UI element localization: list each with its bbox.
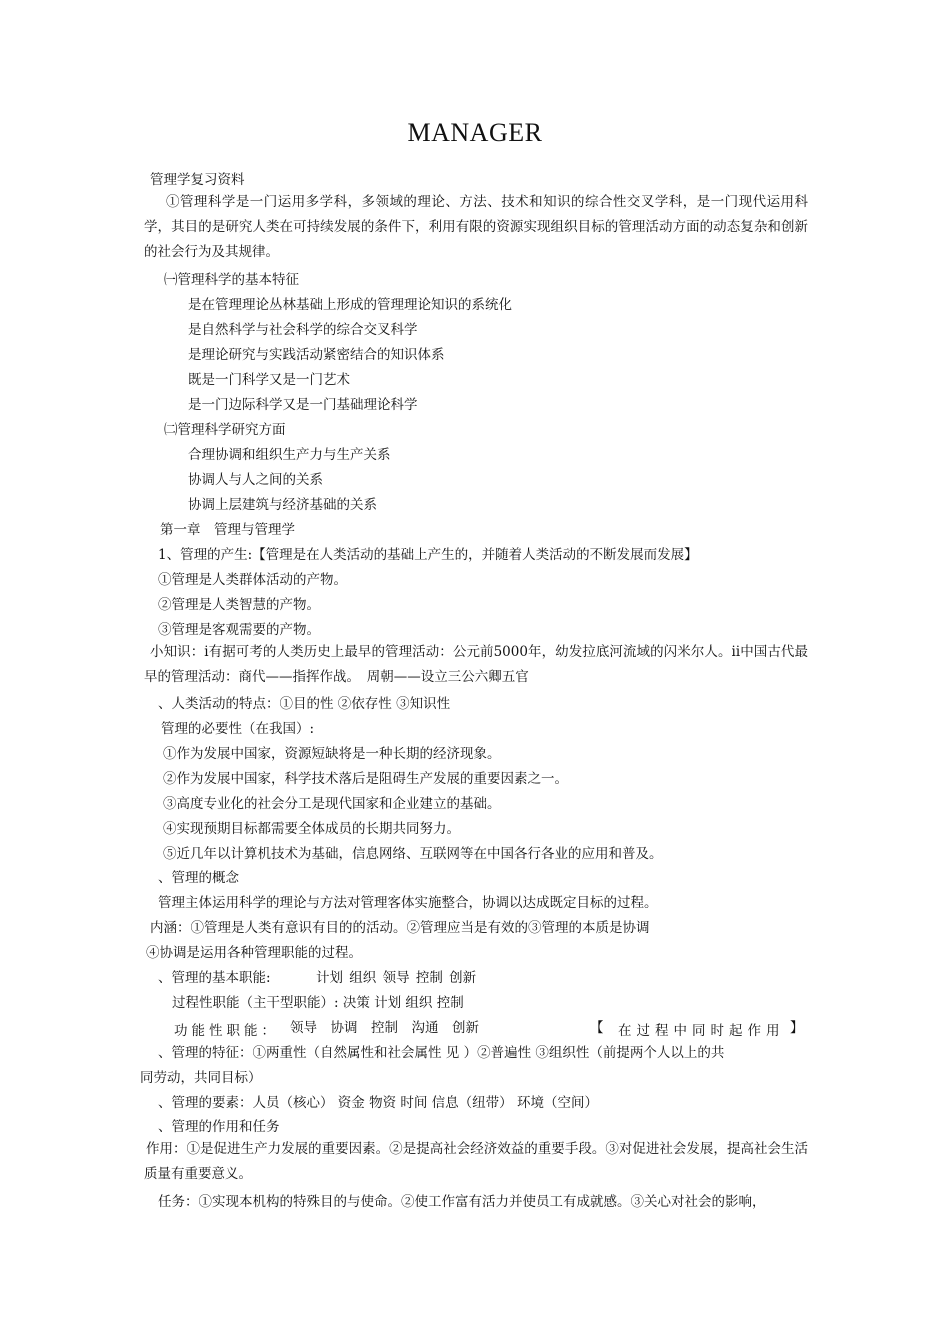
section-title: 、管理的基本职能:: [158, 970, 271, 986]
section-title: ㈡管理科学研究方面: [164, 422, 286, 438]
doc-heading: 管理学复习资料: [150, 172, 245, 188]
intro-paragraph: ①管理科学是一门运用多学科，多领域的理论、方法、技术和知识的综合性交叉学科，是一门现代运用科学，其目的是研究人类在可持续发展的条件下，利用有限的资源实现组织目标的管理活动方面的动态复杂和创新的社会行为及其规律。: [144, 194, 808, 260]
process-functions: 过程性职能（主干型职能）: 决策 计划 组织 控制: [172, 995, 464, 1011]
section-title: 1、管理的产生:【管理是在人类活动的基础上产生的，并随着人类活动的不断发展而发展】: [158, 547, 698, 563]
list-item: ③高度专业化的社会分工是现代国家和企业建立的基础。: [163, 796, 501, 812]
list-item: ③管理是客观需要的产物。: [158, 622, 320, 638]
list-item: ①管理是人类群体活动的产物。: [158, 572, 347, 588]
definition-text: 管理主体运用科学的理论与方法对管理客体实施整合，协调以达成既定目标的过程。: [158, 895, 658, 911]
traits-line: 同劳动，共同目标）: [140, 1070, 262, 1086]
list-item: ⑤近几年以计算机技术为基础，信息网络、互联网等在中国各行各业的应用和普及。: [163, 846, 663, 862]
list-item: 是一门边际科学又是一门基础理论科学: [188, 397, 418, 413]
tidbit-paragraph: 小知识：ⅰ有据可考的人类历史上最早的管理活动：公元前5000年，幼发拉底河流域的闪米尔人。ⅱ中国古代最早的管理活动：商代——指挥作战。 周朝——设立三公六卿五官: [144, 644, 808, 685]
traits-line: 、管理的特征：①两重性（自然属性和社会属性 见 ）②普遍性 ③组织性（前提两个人以上的共: [158, 1045, 725, 1061]
list-item: 是在管理理论丛林基础上形成的管理理论知识的系统化: [188, 297, 512, 313]
connotation-text: 内涵：①管理是人类有意识有目的的活动。②管理应当是有效的③管理的本质是协调: [150, 920, 650, 936]
list-item: 既是一门科学又是一门艺术: [188, 372, 350, 388]
effect-paragraph: 作用：①是促进生产力发展的重要因素。②是提高社会经济效益的重要手段。③对促进社会发展，提高社会生活质量有重要意义。: [144, 1141, 808, 1182]
section-title: 管理的必要性（在我国）:: [161, 721, 315, 737]
list-item: ②作为发展中国家，科学技术落后是阻碍生产发展的重要因素之一。: [163, 771, 568, 787]
chapter-heading: 第一章 管理与管理学: [160, 522, 295, 538]
functions-list: 计划 组织 领导 控制 创新: [316, 970, 477, 986]
connotation-text: ④协调是运用各种管理职能的过程。: [146, 945, 362, 961]
note-bracket-close: 】: [790, 1020, 804, 1036]
functional-items: 领导 协调 控制 沟通 创新: [290, 1020, 479, 1036]
section-title: 、管理的概念: [158, 870, 239, 886]
page-title: MANAGER: [407, 118, 543, 147]
activity-features: 、人类活动的特点：①目的性 ②依存性 ③知识性: [158, 696, 451, 712]
list-item: ②管理是人类智慧的产物。: [158, 597, 320, 613]
section-title: 、管理的作用和任务: [158, 1119, 280, 1135]
list-item: ①作为发展中国家，资源短缺将是一种长期的经济现象。: [163, 746, 501, 762]
list-item: ④实现预期目标都需要全体成员的长期共同努力。: [163, 821, 460, 837]
section-title: ㈠管理科学的基本特征: [164, 272, 299, 288]
list-item: 协调上层建筑与经济基础的关系: [188, 497, 377, 513]
list-item: 合理协调和组织生产力与生产关系: [188, 447, 391, 463]
list-item: 协调人与人之间的关系: [188, 472, 323, 488]
note-text: 在过程中同时起作用: [618, 1023, 785, 1039]
elements-line: 、管理的要素：人员（核心） 资金 物资 时间 信息（纽带） 环境（空间）: [158, 1095, 598, 1111]
task-line: 任务：①实现本机构的特殊目的与使命。②使工作富有活力并使员工有成就感。③关心对社会的影响，: [158, 1194, 766, 1210]
list-item: 是理论研究与实践活动紧密结合的知识体系: [188, 347, 445, 363]
functional-label: 功能性职能：: [174, 1023, 279, 1039]
list-item: 是自然科学与社会科学的综合交叉科学: [188, 322, 418, 338]
note-bracket-open: 【: [590, 1020, 604, 1036]
